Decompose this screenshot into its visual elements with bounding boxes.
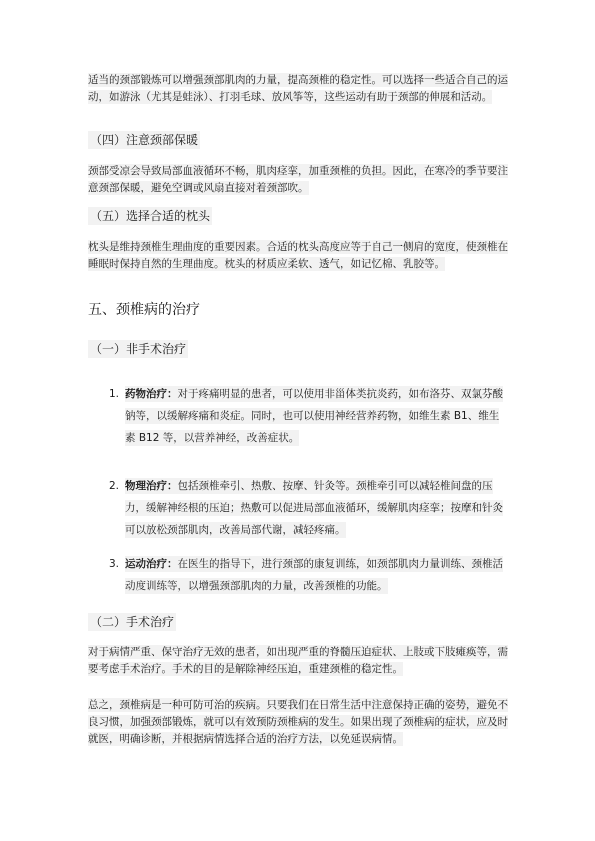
- paragraph-neck-exercise: 适当的颈部锻炼可以增强颈部肌肉的力量，提高颈椎的稳定性。可以选择一些适合自己的运动，如游泳（尤其是蛙泳）、打羽毛球、放风筝等，这些运动有助于颈部的伸展和活动。: [88, 74, 508, 103]
- list-label: 物理治疗：: [125, 480, 178, 492]
- paragraph-surgical: 对于病情严重、保守治疗无效的患者，如出现严重的脊髓压迫症状、上肢或下肢瘫痪等，需要考虑手术治疗。手术的目的是解除神经压迫，重建颈椎的稳定性。: [88, 646, 508, 675]
- subheading-surgical: （二）手术治疗: [90, 615, 175, 629]
- list-number: 3.: [109, 558, 120, 570]
- paragraph-conclusion: 总之，颈椎病是一种可防可治的疾病。只要我们在日常生活中注意保持正确的姿势，避免不良习惯，加强颈部锻炼，就可以有效预防颈椎病的发生。如果出现了颈椎病的症状，应及时就医，明确诊断，并根据病情选择合适的治疗方法，以免延误病情。: [88, 699, 508, 745]
- paragraph-choose-pillow: 枕头是维持颈椎生理曲度的重要因素。合适的枕头高度应等于自己一侧肩的宽度，使颈椎在睡眠时保持自然的生理曲度。枕头的材质应柔软、透气，如记忆棉、乳胶等。: [88, 241, 508, 270]
- section-heading-treatment: 五、颈椎病的治疗: [88, 302, 200, 318]
- list-label: 运动治疗：: [125, 558, 178, 570]
- paragraph-keep-neck-warm: 颈部受凉会导致局部血液循环不畅，肌肉痉挛，加重颈椎的负担。因此，在寒冷的季节要注意颈部保暖，避免空调或风扇直接对着颈部吹。: [88, 165, 508, 194]
- list-number: 1.: [109, 388, 120, 400]
- list-text: 在医生的指导下，进行颈部的康复训练，如颈部肌肉力量训练、颈椎活动度训练等，以增强颈部肌肉的力量，改善颈椎的功能。: [125, 558, 503, 592]
- list-label: 药物治疗：: [125, 388, 178, 400]
- subheading-keep-neck-warm: （四）注意颈部保暖: [90, 133, 199, 147]
- list-item-physical-therapy: [109, 475, 509, 541]
- list-text: 包括颈椎牵引、热敷、按摩、针灸等。颈椎牵引可以减轻椎间盘的压力，缓解神经根的压迫；热敷可以促进局部血液循环，缓解肌肉痉挛；按摩和针灸可以放松颈部肌肉，改善局部代谢，减轻疼痛。: [125, 480, 503, 536]
- list-item-exercise-therapy: [109, 553, 509, 597]
- subheading-choose-pillow: （五）选择合适的枕头: [90, 209, 211, 223]
- list-text: 对于疼痛明显的患者，可以使用非甾体类抗炎药，如布洛芬、双氯芬酸钠等，以缓解疼痛和炎症。同时，也可以使用神经营养药物，如维生素 B1、维生素 B12 等，以营养神经，改善症状。: [125, 388, 503, 444]
- list-number: 2.: [109, 480, 120, 492]
- subheading-non-surgical: （一）非手术治疗: [90, 342, 187, 356]
- list-item-drug-therapy: [109, 383, 509, 449]
